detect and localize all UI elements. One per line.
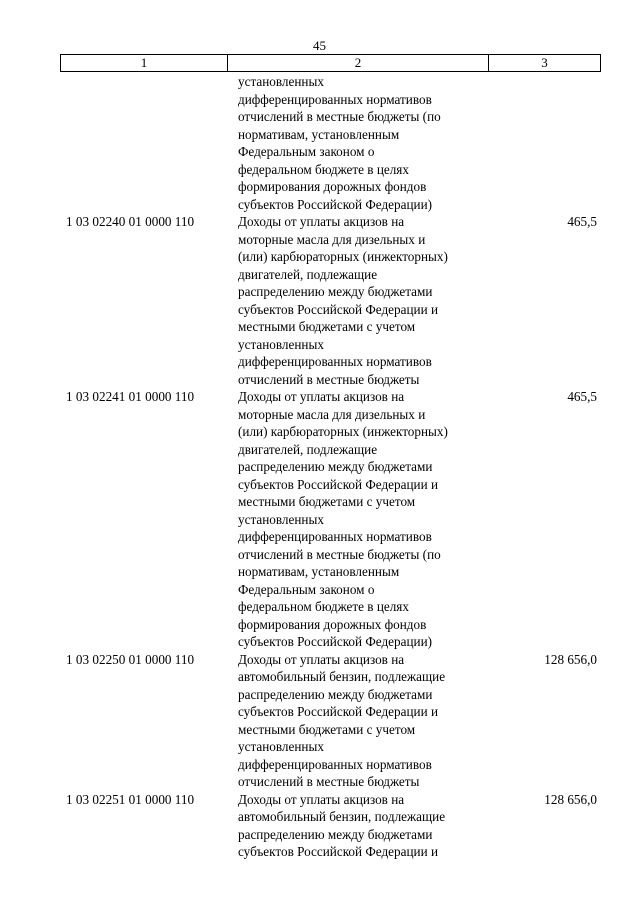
description-line: установленных bbox=[238, 336, 324, 352]
description-line: отчислений в местные бюджеты bbox=[238, 774, 420, 789]
description-line: субъектов Российской Федерации) bbox=[238, 196, 433, 212]
table-row bbox=[60, 791, 601, 861]
description-line: формирования дорожных фондов bbox=[238, 616, 427, 632]
table-row bbox=[60, 388, 601, 651]
description-line: дифференцированных нормативов bbox=[238, 91, 432, 107]
column-header-2: 2 bbox=[228, 55, 489, 71]
description-line: отчислений в местные бюджеты (по bbox=[238, 109, 441, 124]
table-header bbox=[60, 54, 601, 72]
page-number: 45 bbox=[313, 38, 326, 53]
description-line: распределению между бюджетами bbox=[238, 826, 433, 842]
table-row bbox=[60, 651, 601, 791]
amount-value: 465,5 bbox=[567, 389, 597, 404]
description-line: распределению между бюджетами bbox=[238, 459, 433, 474]
budget-code: 1 03 02241 01 0000 110 bbox=[66, 389, 195, 404]
budget-code: 1 03 02250 01 0000 110 bbox=[66, 651, 195, 667]
description-line: отчислений в местные бюджеты (по bbox=[238, 546, 441, 562]
income-description bbox=[238, 791, 488, 861]
description-line: установленных bbox=[238, 739, 324, 754]
description-line: установленных bbox=[238, 511, 324, 527]
table-row bbox=[60, 213, 601, 388]
description-line: местными бюджетами с учетом bbox=[238, 721, 416, 737]
description-line: субъектов Российской Федерации и bbox=[238, 301, 439, 317]
income-description bbox=[238, 388, 488, 651]
description-line: дифференцированных нормативов bbox=[238, 756, 432, 772]
table-body bbox=[60, 73, 601, 861]
description-line: автомобильный бензин, подлежащие bbox=[238, 809, 446, 824]
description-line: (или) карбюраторных (инжекторных) bbox=[238, 249, 448, 264]
description-line: формирования дорожных фондов bbox=[238, 179, 427, 194]
description-line: распределению между бюджетами bbox=[238, 284, 433, 299]
description-line: субъектов Российской Федерации и bbox=[238, 844, 439, 859]
income-description bbox=[238, 73, 488, 213]
description-line: моторные масла для дизельных и bbox=[238, 231, 426, 247]
description-line: местными бюджетами с учетом bbox=[238, 319, 416, 334]
description-line: субъектов Российской Федерации и bbox=[238, 476, 439, 492]
description-line: Федеральным законом о bbox=[238, 144, 375, 159]
budget-code: 1 03 02251 01 0000 110 bbox=[66, 791, 195, 807]
description-line: местными бюджетами с учетом bbox=[238, 494, 416, 509]
description-line: федеральном бюджете в целях bbox=[238, 161, 409, 177]
description-line: Доходы от уплаты акцизов на bbox=[238, 389, 405, 404]
description-line: Доходы от уплаты акцизов на bbox=[238, 791, 405, 807]
description-line: моторные масла для дизельных и bbox=[238, 406, 426, 422]
description-line: субъектов Российской Федерации) bbox=[238, 634, 433, 649]
income-description bbox=[238, 213, 488, 388]
description-line: дифференцированных нормативов bbox=[238, 354, 432, 369]
description-line: субъектов Российской Федерации и bbox=[238, 704, 439, 719]
description-line: Федеральным законом о bbox=[238, 581, 375, 597]
description-line: двигателей, подлежащие bbox=[238, 266, 378, 282]
description-line: автомобильный бензин, подлежащие bbox=[238, 669, 446, 684]
column-header-1: 1 bbox=[61, 55, 228, 71]
amount-value: 465,5 bbox=[567, 214, 597, 229]
budget-code: 1 03 02240 01 0000 110 bbox=[66, 214, 195, 229]
table-row bbox=[60, 73, 601, 213]
amount-value: 128 656,0 bbox=[544, 791, 597, 807]
amount-value: 128 656,0 bbox=[544, 651, 597, 667]
description-line: Доходы от уплаты акцизов на bbox=[238, 651, 405, 667]
description-line: (или) карбюраторных (инжекторных) bbox=[238, 424, 448, 439]
description-line: нормативам, установленным bbox=[238, 564, 400, 579]
description-line: установленных bbox=[238, 74, 324, 89]
description-line: двигателей, подлежащие bbox=[238, 441, 378, 457]
description-line: нормативам, установленным bbox=[238, 126, 400, 142]
description-line: Доходы от уплаты акцизов на bbox=[238, 214, 405, 229]
column-header-3: 3 bbox=[541, 55, 548, 70]
description-line: дифференцированных нормативов bbox=[238, 529, 432, 544]
description-line: федеральном бюджете в целях bbox=[238, 599, 409, 614]
description-line: распределению между бюджетами bbox=[238, 686, 433, 702]
description-line: отчислений в местные бюджеты bbox=[238, 371, 420, 387]
income-description bbox=[238, 651, 488, 791]
